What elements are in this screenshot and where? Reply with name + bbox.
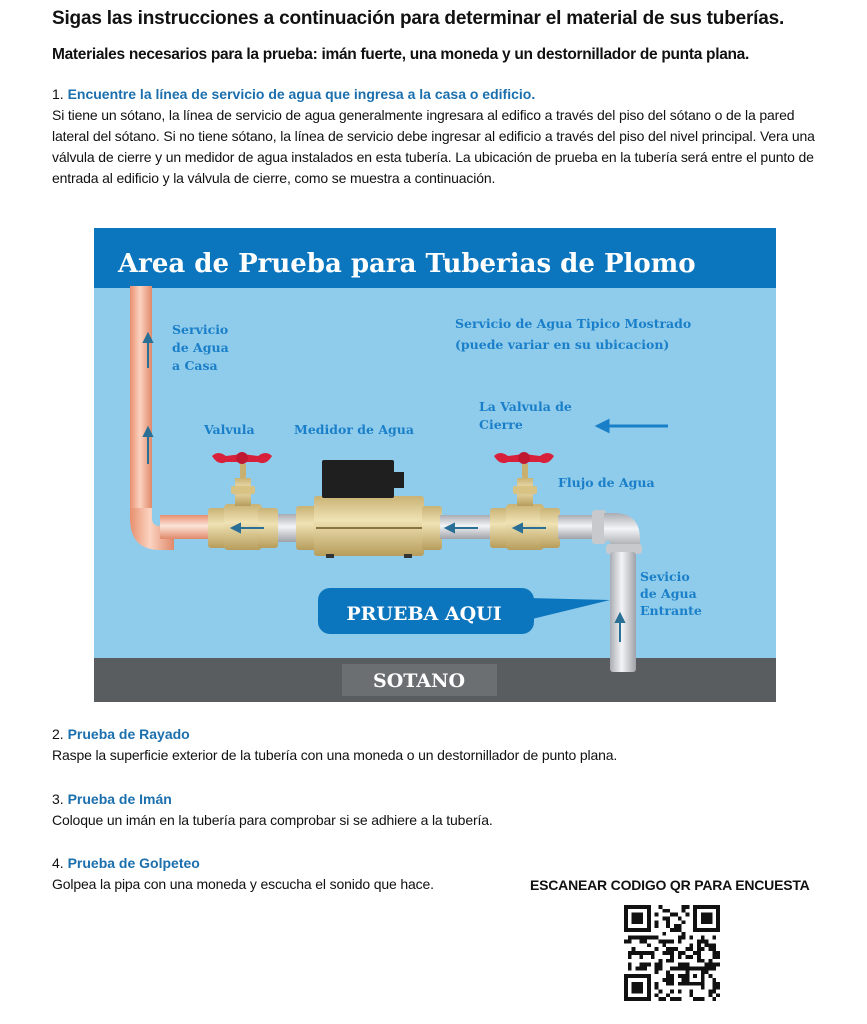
label-shutoff-valve: La Valvula de Cierre [479,399,572,432]
step-2 [52,724,827,766]
shutoff-valve-icon [490,452,560,550]
step-number: 3. [52,791,64,807]
step-title: Prueba de Golpeteo [67,855,200,871]
step-title: Encuentre la línea de servicio de agua que ingresa a la casa o edificio. [67,86,536,102]
step-body: Golpea la pipa con una moneda y escucha el sonido que hace. [52,876,434,892]
survey-qr-code[interactable] [624,905,720,1001]
step-title: Prueba de Imán [67,791,172,807]
label-service-to-house: Servicio de Agua a Casa [172,322,229,373]
step-number: 2. [52,726,64,742]
label-typical-service: Servicio de Agua Tipico Mostrado (puede variar en su ubicacion) [455,316,692,352]
step-number: 1. [52,86,64,102]
step-1 [52,84,827,189]
pointer-arrow-left-icon [598,421,668,431]
copper-pipe-vertical [130,286,152,516]
label-incoming-service: Sevicio de Agua Entrante [640,569,702,618]
basement-label: SOTANO [372,670,466,692]
step-3 [52,789,827,831]
step-body: Raspe la superficie exterior de la tubería con una moneda o un destornillador de punto plana. [52,747,618,763]
label-water-flow: Flujo de Agua [558,475,655,490]
step-title: Prueba de Rayado [67,726,190,742]
label-valve: Valvula [204,422,255,437]
step-body: Coloque un imán en la tubería para comprobar si se adhiere a la tubería. [52,812,493,828]
copper-pipe-horizontal [160,515,210,539]
step-body: Si tiene un sótano, la línea de servicio de agua generalmente ingresara al edifico a través del piso del sótano o de la pared lateral del sótano. Si no tiene sótano, la línea de servicio debe ingresar al edificio a través del piso del nivel principal. Vera una válvula de cierre y un medidor de agua instalados en esta tubería. La ubicación de prueba en la tubería será entre el punto de entrada al edificio y la válvula de cierre, como se muestra a continuación. [52,107,815,186]
left-valve-icon [208,452,278,550]
step-4 [52,853,512,895]
step-number: 4. [52,855,64,871]
qr-caption: ESCANEAR CODIGO QR PARA ENCUESTA [530,877,810,893]
lead-pipe-test-area-diagram [94,228,776,702]
diagram-title: Area de Prueba para Tuberias de Plomo [118,249,696,279]
galvanized-elbow [604,513,640,548]
page-heading: Sigas las instrucciones a continuación para determinar el material de sus tuberías. [52,8,785,29]
test-here-label: PRUEBA AQUI [346,603,502,625]
materials-needed: Materiales necesarios para la prueba: imán fuerte, una moneda y un destornillador de punta plana. [52,46,750,63]
qr-code-icon [624,905,720,1001]
label-water-meter: Medidor de Agua [294,422,414,437]
galvanized-pipe-vertical [610,552,636,672]
test-here-callout [318,588,610,634]
water-meter-icon [314,460,424,558]
